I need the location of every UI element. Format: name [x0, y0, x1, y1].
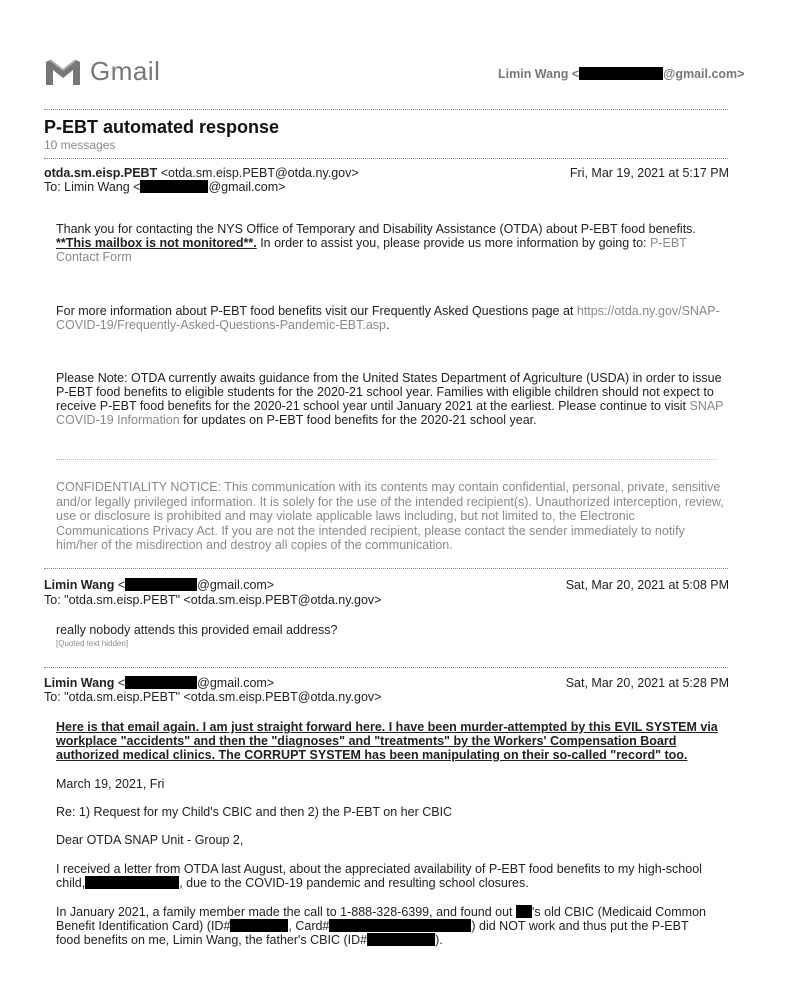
- msg1-p3-line2: P-EBT food benefits to eligible students for the 2020-21 school year. Families with eligible children should not expect to: [56, 385, 714, 399]
- msg3-re-line: Re: 1) Request for my Child's CBIC and then 2) the P-EBT on her CBIC: [56, 805, 453, 819]
- faq-link[interactable]: https://otda.ny.gov/SNAP-: [576, 304, 720, 318]
- text: Benefit Identification Card) (ID#: [56, 919, 231, 933]
- account-name: Limin Wang <: [498, 67, 580, 81]
- msg2-to: To: "otda.sm.eisp.PEBT" <otda.sm.eisp.PEBT@otda.ny.gov>: [44, 593, 382, 607]
- msg3-para1-line2: [56, 876, 529, 890]
- msg2-body: really nobody attends this provided email address?: [56, 623, 338, 637]
- msg2-from: [44, 578, 274, 592]
- msg3-para2-line1: [56, 905, 706, 919]
- msg3-bold-line2: workplace "accidents" and then the "diagnoses" and "treatments" by the Workers' Compensation Board: [56, 734, 677, 748]
- recipient-prefix: To: Limin Wang <: [44, 180, 141, 194]
- redaction-bar: [230, 919, 288, 932]
- msg3-to: To: "otda.sm.eisp.PEBT" <otda.sm.eisp.PEBT@otda.ny.gov>: [44, 690, 382, 704]
- sender-name: Limin Wang: [44, 578, 115, 592]
- msg1-p2-line2: [56, 318, 389, 332]
- divider: [44, 109, 728, 110]
- redaction-bar: [125, 578, 197, 591]
- redaction-bar: [329, 919, 471, 932]
- pebt-contact-link[interactable]: P-EBT: [650, 236, 687, 250]
- text: food benefits on me, Limin Wang, the father's CBIC (ID#: [56, 933, 368, 947]
- redaction-bar: [516, 905, 532, 918]
- account-email: [498, 67, 744, 81]
- text: receive P-EBT food benefits for the 2020-21 school year until January 2021 at the earliest. Please continue to visit: [56, 399, 690, 413]
- account-domain: @gmail.com>: [663, 67, 745, 81]
- conf-line: Communications Privacy Act. If you are not the intended recipient, please contact the sender immediately to notify: [56, 523, 685, 538]
- sender-name: Limin Wang: [44, 676, 115, 690]
- conf-line: use or disclosure is prohibited and may violate applicable laws including, but not limited to, the Electronic: [56, 509, 635, 523]
- gmail-wordmark: Gmail: [90, 56, 161, 86]
- redaction-bar: [367, 933, 435, 946]
- recipient-suffix: @gmail.com>: [208, 180, 286, 194]
- text: <: [114, 676, 126, 690]
- message-count: 10 messages: [44, 138, 116, 152]
- msg3-date-line: March 19, 2021, Fri: [56, 777, 165, 791]
- text: .: [386, 318, 390, 332]
- text: For more information about P-EBT food benefits visit our Frequently Asked Questions page at: [56, 304, 577, 318]
- sender-address: <otda.sm.eisp.PEBT@otda.ny.gov>: [157, 166, 359, 180]
- confidentiality-notice: [56, 480, 724, 553]
- pebt-contact-link-cont[interactable]: Contact Form: [56, 250, 132, 264]
- msg3-bold-line1: Here is that email again. I am just straight forward here. I have been murder-attempted by this EVIL SYSTEM via: [56, 720, 718, 734]
- text: , due to the COVID-19 pandemic and resulting school closures.: [179, 876, 529, 890]
- msg1-p3-line1: Please Note: OTDA currently awaits guidance from the United States Department of Agriculture (USDA) in order to issue: [56, 371, 722, 385]
- msg1-p3-line3: [56, 399, 724, 413]
- sender-name: otda.sm.eisp.PEBT: [44, 166, 158, 180]
- divider: [44, 667, 728, 668]
- msg3-from: [44, 676, 274, 690]
- conf-line: and/or legally privileged information. It is solely for the use of the intended recipient(s). Unauthorized interception, review,: [56, 494, 724, 509]
- text: for updates on P-EBT food benefits for the 2020-21 school year.: [179, 413, 537, 427]
- msg3-salutation: Dear OTDA SNAP Unit - Group 2,: [56, 833, 244, 847]
- redaction-bar: [579, 67, 663, 80]
- text: , Card#: [288, 919, 330, 933]
- msg1-date: Fri, Mar 19, 2021 at 5:17 PM: [569, 166, 729, 180]
- text: 's old CBIC (Medicaid Common: [532, 905, 706, 919]
- msg2-date: Sat, Mar 20, 2021 at 5:08 PM: [565, 578, 729, 592]
- text: In January 2021, a family member made the call to 1-888-328-6399, and found out: [56, 905, 517, 919]
- msg1-p1-line2: [56, 236, 687, 250]
- sender-domain: @gmail.com>: [197, 676, 275, 690]
- not-monitored-notice: **This mailbox is not monitored**.: [56, 236, 257, 250]
- divider: [44, 568, 728, 569]
- msg1-from: [44, 166, 359, 180]
- faq-link-cont[interactable]: COVID-19/Frequently-Asked-Questions-Pandemic-EBT.asp: [56, 318, 386, 332]
- divider: [44, 158, 728, 159]
- msg3-para2-line3: [56, 933, 443, 947]
- divider: [56, 459, 716, 460]
- redaction-bar: [85, 876, 179, 889]
- gmail-m-icon: [44, 58, 82, 86]
- msg3-date: Sat, Mar 20, 2021 at 5:28 PM: [565, 676, 729, 690]
- snap-covid-link-cont[interactable]: COVID-19 Information: [56, 413, 180, 427]
- text: ).: [435, 933, 443, 947]
- msg3-bold-line3: authorized medical clinics. The CORRUPT SYSTEM has been manipulating on their so-called "record" too.: [56, 748, 688, 762]
- snap-covid-link[interactable]: SNAP: [689, 399, 724, 413]
- text: <: [114, 578, 126, 592]
- conf-line: CONFIDENTIALITY NOTICE: This communication with its contents may contain confidential, personal, private, sensitive: [56, 480, 721, 494]
- msg1-p1-line1: Thank you for contacting the NYS Office of Temporary and Disability Assistance (OTDA) about P-EBT food benefits.: [56, 222, 696, 236]
- sender-domain: @gmail.com>: [197, 578, 275, 592]
- msg3-para1-line1: I received a letter from OTDA last August, about the appreciated availability of P-EBT food benefits to my high-school: [56, 862, 702, 876]
- quoted-text-hidden[interactable]: [Quoted text hidden]: [56, 639, 129, 648]
- thread-title: P-EBT automated response: [44, 117, 280, 137]
- msg1-to: [44, 180, 285, 194]
- msg1-p3-line4: [56, 413, 537, 427]
- msg1-p2-line1: [56, 304, 720, 318]
- text: ) did NOT work and thus put the P-EBT: [471, 919, 689, 933]
- redaction-bar: [125, 676, 197, 689]
- text: In order to assist you, please provide us more information by going to:: [256, 236, 650, 250]
- msg3-para2-line2: [56, 919, 689, 933]
- redaction-bar: [140, 180, 208, 193]
- text: child,: [56, 876, 86, 890]
- conf-line: him/her of the misdirection and destroy all copies of the communication.: [56, 538, 453, 552]
